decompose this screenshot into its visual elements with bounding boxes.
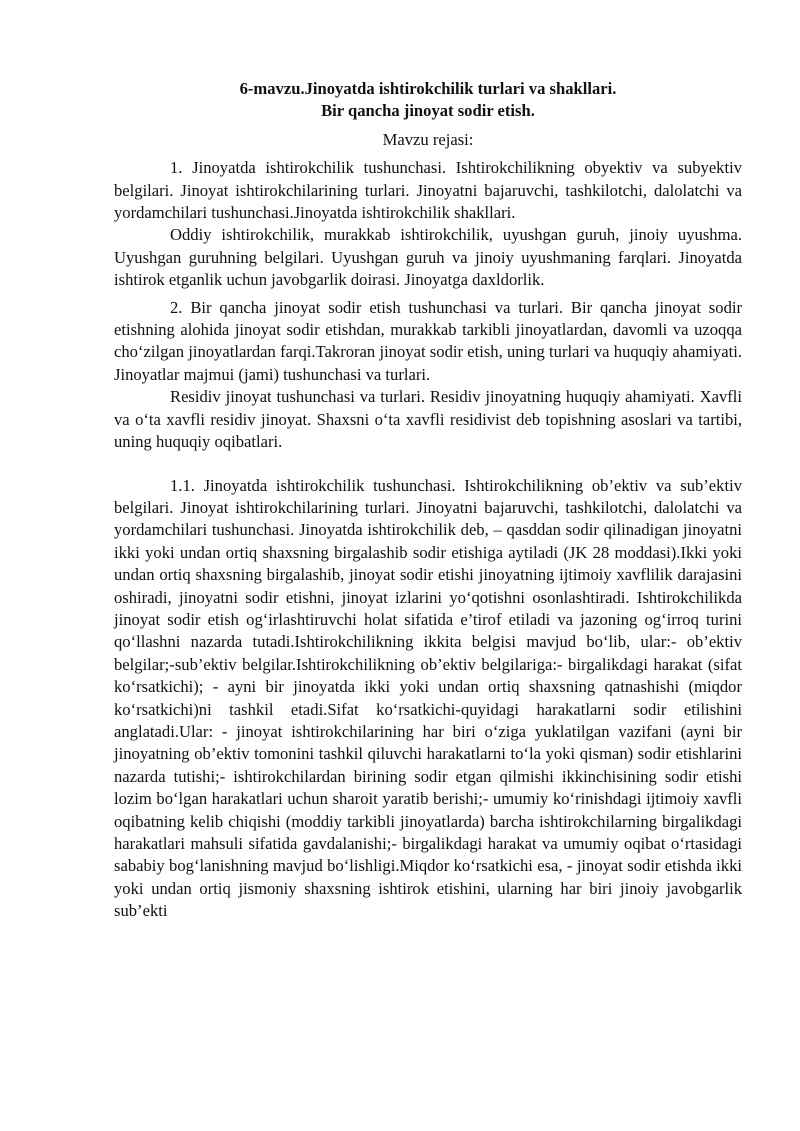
plan-item-1-continued: Oddiy ishtirokchilik, murakkab ishtirokchilik, uyushgan guruh, jinoiy uyushma. Uyushgan guruhning belgilari. Uyushgan guruh va jinoiy uyushmaning farqlari. Jinoyatda ishtirok etganlik uchun javobgarlik doirasi. Jinoyatga daxldorlik. bbox=[114, 225, 742, 290]
plan-heading: Mavzu rejasi: bbox=[382, 129, 474, 149]
document-page bbox=[114, 78, 742, 923]
title-line-2: Bir qancha jinoyat sodir etish. bbox=[321, 101, 535, 121]
document-title bbox=[114, 78, 742, 123]
plan-item-2: 2. Bir qancha jinoyat sodir etish tushunchasi va turlari. Bir qancha jinoyat sodir etishning alohida jinoyat sodir etishdan, murakkab tarkibli jinoyatlardan, davomli va uzoqqa cho‘zilgan jinoyatlardan farqi.Takroran jinoyat sodir etish, uning turlari va huquqiy ahamiyati. Jinoyatlar majmui (jami) tushunchasi va turlari. bbox=[114, 297, 742, 384]
plan-item-2-continued: Residiv jinoyat tushunchasi va turlari. Residiv jinoyatning huquqiy ahamiyati. Xavfli va o‘ta xavfli residiv jinoyat. Shaxsni o‘ta xavfli residivist deb topishning asoslari va tartibi, uning huquqiy oqibatlari. bbox=[114, 387, 742, 452]
section-1-1-body: 1.1. Jinoyatda ishtirokchilik tushunchasi. Ishtirokchilikning ob’ektiv va sub’ektiv belgilari. Jinoyat ishtirokchilarining turlari. Jinoyatni bajaruvchi, tashkilotchi, dalolatchi va yordamchilari tushunchasi. Jinoyatda ishtirokchilik deb, – qasddan sodir qilinadigan jinoyatni ikki yoki undan ortiq shaxsning birgalashib sodir etishiga aytiladi (JK 28 moddasi).Ikki yoki undan ortiq shaxsning birgalashib, jinoyat sodir etishi jinoyatning ijtimoiy xavflilik darajasini oshiradi, jinoyatni sodir etishni, jinoyat izlarini yo‘qotishni osonlashtiradi. Ishtirokchilikda jinoyat sodir etish og‘irlashtiruvchi holat sifatida e’tirof etiladi va jazoning og‘irroq turini qo‘llashni nazarda tutadi.Ishtirokchilikning ikkita belgisi mavjud bo‘lib, ular:- ob’ektiv belgilar;-sub’ektiv belgilar.Ishtirokchilikning ob’ektiv belgilariga:- birgalikdagi harakat (sifat ko‘rsatkichi); - ayni bir jinoyatda ikki yoki undan ortiq shaxsning qatnashishi (miqdor ko‘rsatkichi)ni tashkil etadi.Sifat ko‘rsatkichi-quyidagi harakatlarni sodir etilishini anglatadi.Ular: - jinoyat ishtirokchilarining har biri o‘ziga yuklatilgan vazifani (ayni bir jinoyatning ob’ektiv tomonini tashkil qiluvchi harakatlarni to‘la yoki qisman) sodir etishlarini nazarda tutishi;- ishtirokchilardan birining sodir etgan qilmishi ikkinchisining sodir etishi lozim bo‘lgan harakatlari uchun sharoit yaratib berishi;- umumiy ko‘rinishdagi ijtimoiy xavfli oqibatning kelib chiqishi (moddiy tarkibli jinoyatlarda) barcha ishtirokchilarning birgalikdagi harakatlari mahsuli sifatida gavdalanishi;- birgalikdagi harakat va umumiy oqibat o‘rtasidagi sababiy bog‘lanishning mavjud bo‘lishligi.Miqdor ko‘rsatkichi esa, - jinoyat sodir etishda ikki yoki undan ortiq jismoniy shaxsning ishtirok etishini, ularning har biri jinoiy javobgarlik sub’ekti bbox=[114, 475, 742, 921]
plan-item-1: 1. Jinoyatda ishtirokchilik tushunchasi. Ishtirokchilikning obyektiv va subyektiv belgilari. Jinoyat ishtirokchilarining turlari. Jinoyatni bajaruvchi, tashkilotchi, dalolatchi va yordamchilari tushunchasi.Jinoyatda ishtirokchilik shakllari. bbox=[114, 158, 742, 223]
title-line-1: 6-mavzu.Jinoyatda ishtirokchilik turlari va shakllari. bbox=[239, 79, 617, 98]
